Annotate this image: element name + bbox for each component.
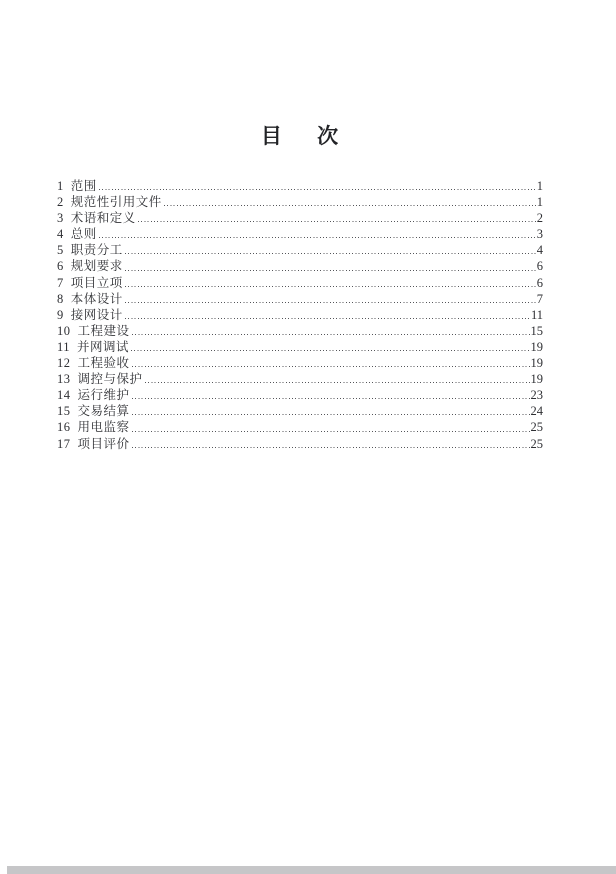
toc-entry-page: 2 bbox=[536, 211, 543, 226]
toc-entry-label: 调控与保护 bbox=[77, 372, 143, 387]
toc-entry bbox=[57, 291, 543, 307]
toc-entry bbox=[57, 242, 543, 258]
toc-entry-page: 25 bbox=[530, 436, 543, 451]
toc-entry bbox=[57, 419, 543, 435]
toc-entry-number: 9 bbox=[57, 307, 64, 322]
toc-entry-number: 14 bbox=[57, 388, 71, 403]
toc-entry-number: 1 bbox=[57, 179, 64, 193]
toc-entry-label: 运行维护 bbox=[77, 388, 130, 403]
toc-entry-number: 2 bbox=[57, 195, 64, 210]
toc-entry-number: 3 bbox=[57, 211, 64, 226]
toc-entry bbox=[57, 307, 543, 323]
toc-entry bbox=[57, 275, 543, 291]
toc-entry bbox=[57, 194, 543, 210]
dot-leader bbox=[132, 431, 530, 432]
dot-leader bbox=[125, 253, 536, 254]
toc-entry-page: 11 bbox=[530, 307, 543, 322]
toc-entry-label: 项目立项 bbox=[70, 275, 123, 290]
toc-entry-number: 7 bbox=[57, 275, 64, 290]
toc-entry-page: 24 bbox=[530, 404, 543, 419]
dot-leader bbox=[132, 398, 530, 399]
toc-entry bbox=[57, 403, 543, 419]
dot-leader bbox=[125, 318, 530, 319]
toc-entry bbox=[57, 371, 543, 387]
toc-entry-label: 接网设计 bbox=[70, 307, 123, 322]
toc-entry-number: 11 bbox=[57, 339, 71, 354]
toc-entry-label: 总则 bbox=[70, 227, 97, 242]
dot-leader bbox=[164, 205, 536, 206]
toc-entry bbox=[57, 210, 543, 226]
toc-entry-page: 6 bbox=[536, 259, 543, 274]
dot-leader bbox=[138, 221, 536, 222]
toc-entry bbox=[57, 258, 543, 274]
toc-entry-number: 17 bbox=[57, 436, 71, 451]
toc-entry bbox=[57, 436, 543, 452]
toc-entry-page: 15 bbox=[530, 323, 543, 338]
toc-entry-page: 1 bbox=[536, 195, 543, 210]
toc-entry-label: 职责分工 bbox=[70, 243, 123, 258]
toc-entry bbox=[57, 178, 543, 194]
toc-entry-page: 19 bbox=[530, 356, 543, 371]
toc-entry-page: 19 bbox=[530, 339, 543, 354]
toc-entry-number: 4 bbox=[57, 227, 64, 242]
toc-entry-number: 16 bbox=[57, 420, 71, 435]
toc-entry bbox=[57, 226, 543, 242]
dot-leader bbox=[99, 189, 536, 190]
dot-leader bbox=[131, 350, 529, 351]
toc-entry-number: 13 bbox=[57, 372, 71, 387]
toc-list bbox=[57, 178, 543, 452]
toc-entry bbox=[57, 387, 543, 403]
toc-entry-page: 25 bbox=[530, 420, 543, 435]
toc-entry-label: 并网调试 bbox=[77, 339, 130, 354]
toc-entry-label: 用电监察 bbox=[77, 420, 130, 435]
dot-leader bbox=[125, 270, 536, 271]
toc-entry-number: 12 bbox=[57, 356, 71, 371]
dot-leader bbox=[132, 366, 530, 367]
toc-entry-label: 工程建设 bbox=[77, 323, 130, 338]
toc-entry-label: 本体设计 bbox=[70, 291, 123, 306]
toc-entry-label: 工程验收 bbox=[77, 356, 130, 371]
toc-entry-page: 3 bbox=[536, 227, 543, 242]
toc-entry-page: 19 bbox=[530, 372, 543, 387]
toc-entry-label: 规划要求 bbox=[70, 259, 123, 274]
toc-entry-label: 规范性引用文件 bbox=[70, 195, 162, 210]
toc-entry-page: 1 bbox=[536, 179, 543, 193]
toc-entry-page: 7 bbox=[536, 291, 543, 306]
toc-entry bbox=[57, 355, 543, 371]
dot-leader bbox=[132, 414, 530, 415]
dot-leader bbox=[125, 302, 536, 303]
dot-leader bbox=[132, 334, 530, 335]
toc-entry-label: 交易结算 bbox=[77, 404, 130, 419]
dot-leader bbox=[99, 237, 536, 238]
toc-entry bbox=[57, 323, 543, 339]
toc-entry-number: 5 bbox=[57, 243, 64, 258]
dot-leader bbox=[145, 382, 530, 383]
toc-entry bbox=[57, 339, 543, 355]
toc-entry-label: 项目评价 bbox=[77, 436, 130, 451]
toc-entry-number: 6 bbox=[57, 259, 64, 274]
toc-entry-page: 23 bbox=[530, 388, 543, 403]
toc-entry-number: 8 bbox=[57, 291, 64, 306]
toc-entry-number: 10 bbox=[57, 323, 71, 338]
toc-entry-page: 6 bbox=[536, 275, 543, 290]
toc-entry-page: 4 bbox=[536, 243, 543, 258]
dot-leader bbox=[132, 447, 530, 448]
toc-entry-label: 术语和定义 bbox=[70, 211, 136, 226]
page-title: 目 次 bbox=[260, 124, 340, 148]
toc-entry-label: 范围 bbox=[70, 179, 97, 193]
toc-entry-number: 15 bbox=[57, 404, 71, 419]
page-bottom-shadow bbox=[7, 866, 616, 874]
dot-leader bbox=[125, 286, 536, 287]
